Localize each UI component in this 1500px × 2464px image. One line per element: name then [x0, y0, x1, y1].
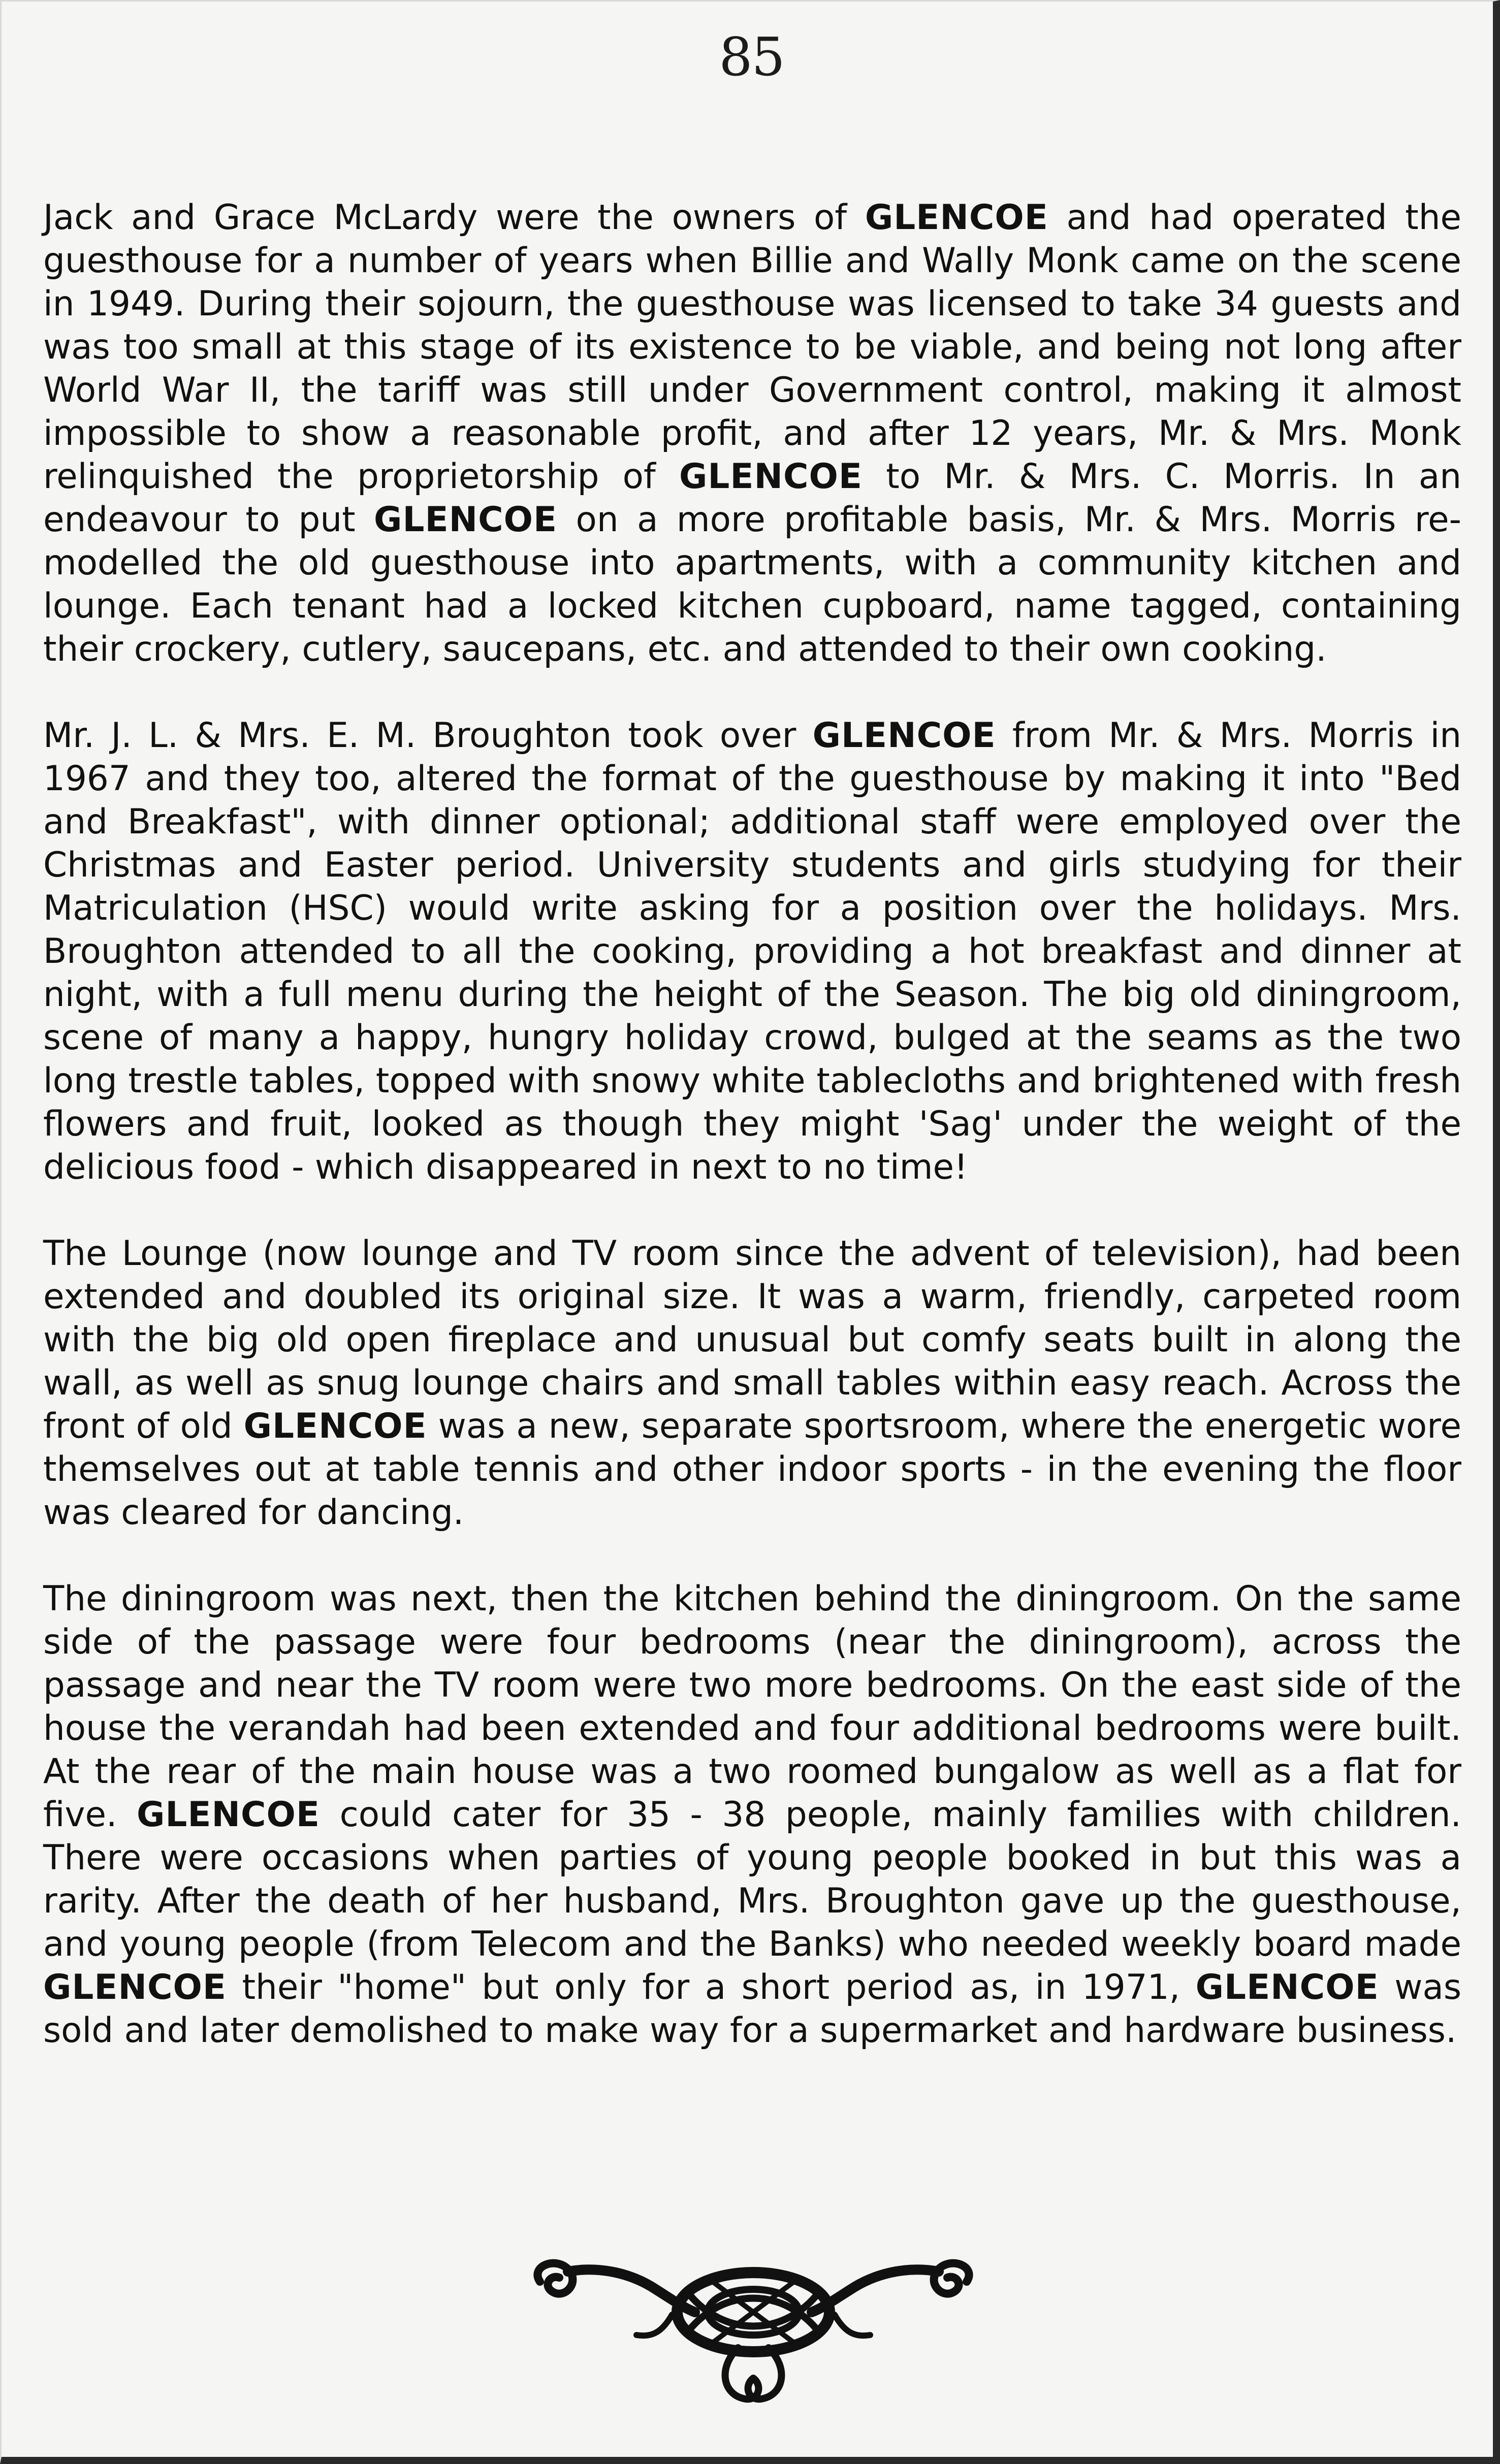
paragraph-3 — [43, 1231, 1461, 1534]
bold-name-run: GLENCOE — [1195, 1967, 1379, 2007]
text-run: could cater for 35 - 38 people, mainly families with children. There were occasions when parties of young people booked in but this was a rarity. After the death of her husband, Mrs. Broughton gave up the guesthouse, and young people (from Telecom and the Banks) who needed weekly board made — [43, 1794, 1461, 1964]
text-run: to Mr. & Mrs. C. Morris. In an endeavour to put — [43, 456, 1461, 539]
bold-name-run: GLENCOE — [374, 499, 558, 539]
text-run: was a new, separate sportsroom, where the energetic wore themselves out at table tennis and other indoor sports - in the evening the floor was cleared for dancing. — [43, 1406, 1462, 1532]
paragraph-4 — [43, 1577, 1461, 2052]
text-run: The diningroom was next, then the kitchen behind the diningroom. On the same side of the passage were four bedrooms (near the diningroom), across the passage and near the TV room were two more bedrooms. On the east side of the house the verandah had been extended and four additional bedrooms were built. At the rear of the main house was a two roomed bungalow as well as a flat for five. — [43, 1578, 1461, 1834]
bold-name-run: GLENCOE — [679, 456, 863, 496]
text-run: on a more profitable basis, Mr. & Mrs. Morris re-modelled the old guesthouse into apartments, with a community kitchen and lounge. Each tenant had a locked kitchen cupboard, name tagged, containing their crockery, cutlery, saucepans, etc. and attended to their own cooking. — [43, 499, 1461, 669]
text-run: from Mr. & Mrs. Morris in 1967 and they too, altered the format of the guesthouse by making it into "Bed and Breakfast", with dinner optional; additional staff were employed over the Christmas and Easter period. University students and girls studying for their Matriculation (HSC) would write asking for a position over the holidays. Mrs. Broughton attended to all the cooking, providing a hot breakfast and dinner at night, with a full menu during the height of the Season. The big old diningroom, scene of many a happy, hungry holiday crowd, bulged at the seams as the two long trestle tables, topped with snowy white tablecloths and brightened with fresh flowers and fruit, looked as though they might 'Sag' under the weight of the delicious food - which disappeared in next to no time! — [43, 715, 1461, 1187]
text-run: and had operated the guesthouse for a number of years when Billie and Wally Monk came on the scene in 1949. During their sojourn, the guesthouse was licensed to take 34 guests and was too small at this stage of its existence to be viable, and being not long after World War II, the tariff was still under Government control, making it almost impossible to show a reasonable profit, and after 12 years, Mr. & Mrs. Monk relinquished the proprietorship of — [43, 197, 1461, 496]
body-text — [43, 196, 1461, 2095]
paragraph-2 — [43, 714, 1461, 1188]
text-run: their "home" but only for a short period as, in 1971, — [227, 1967, 1196, 2007]
text-run: Mr. J. L. & Mrs. E. M. Broughton took over — [43, 715, 813, 755]
text-run: Jack and Grace McLardy were the owners of — [43, 197, 865, 237]
text-run: was sold and later demolished to make way for a supermarket and hardware business. — [43, 1967, 1461, 2050]
bold-name-run: GLENCOE — [43, 1967, 227, 2007]
bold-name-run: GLENCOE — [812, 715, 996, 755]
page-number: 85 — [719, 26, 784, 88]
bold-name-run: GLENCOE — [137, 1794, 321, 1834]
bold-name-run: GLENCOE — [865, 197, 1048, 237]
decorative-scroll-ornament-icon — [520, 2251, 987, 2419]
text-run: The Lounge (now lounge and TV room since the advent of television), had been extended and doubled its original size. It was a warm, friendly, carpeted room with the big old open fireplace and unusual but comfy seats built in along the wall, as well as snug lounge chairs and small tables within easy reach. Across the front of old — [43, 1233, 1461, 1446]
paragraph-1 — [43, 196, 1461, 670]
bold-name-run: GLENCOE — [243, 1406, 427, 1446]
